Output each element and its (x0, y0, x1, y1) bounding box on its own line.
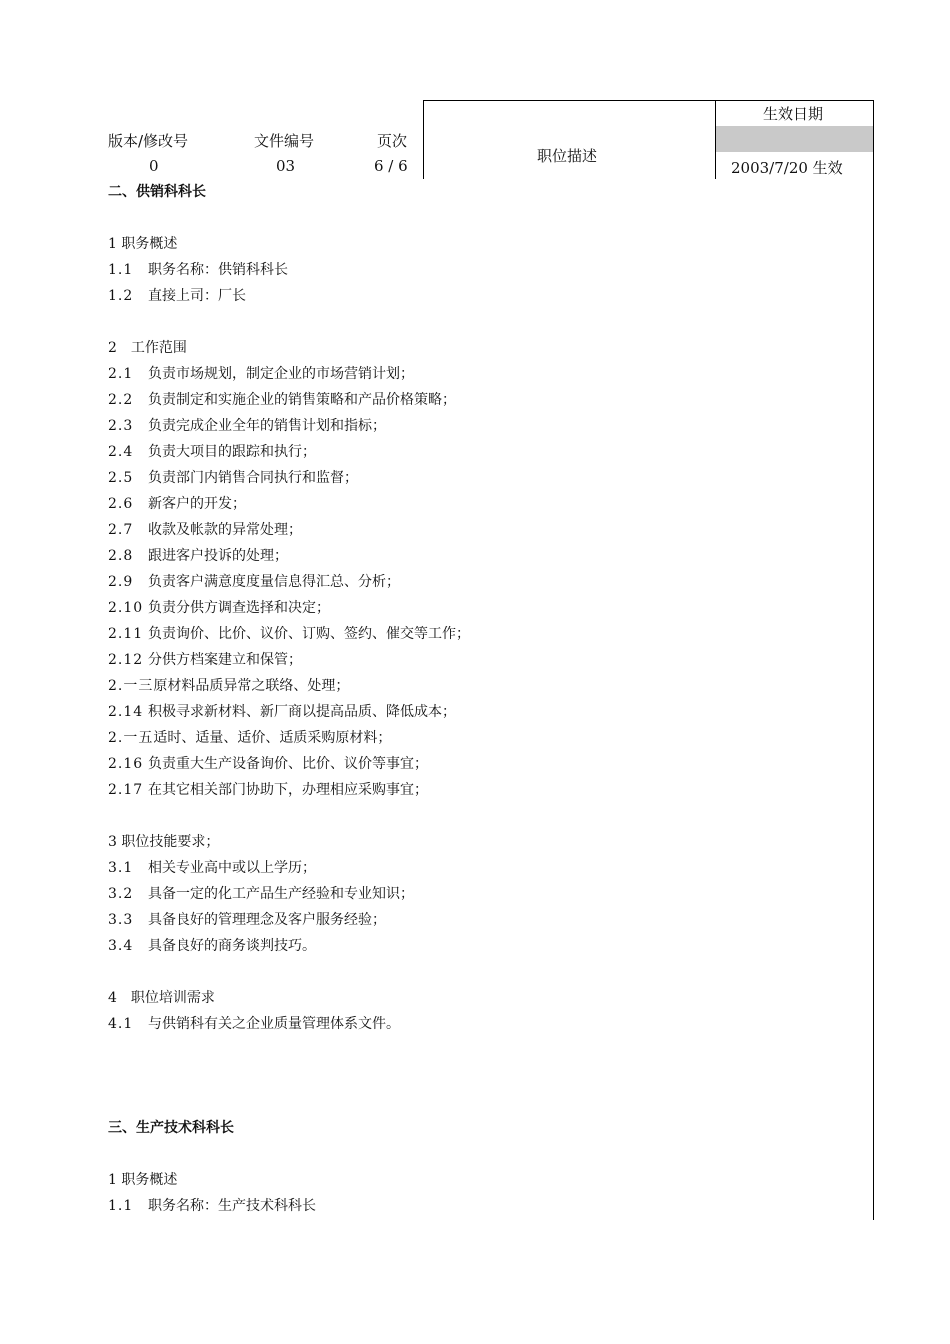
item-text: 负责制定和实施企业的销售策略和产品价格策略； (148, 392, 456, 408)
item-number: 2.6 (108, 496, 134, 512)
item-number: 3.3 (108, 912, 134, 928)
list-item (108, 881, 868, 907)
list-item (108, 621, 868, 647)
item-text: 与供销科有关之企业质量管理体系文件。 (148, 1016, 400, 1032)
item-text: 负责客户满意度度量信息得汇总、分析； (148, 574, 400, 590)
list-item (108, 387, 868, 413)
list-item (108, 595, 868, 621)
item-text: 相关专业高中或以上学历； (148, 860, 316, 876)
item-text: 负责市场规划，制定企业的市场营销计划； (148, 366, 414, 382)
item-text: 直接上司：厂长 (148, 288, 246, 304)
list-item (108, 933, 868, 959)
subsection-heading: 2 工作范围 (108, 340, 187, 356)
list-item (108, 855, 868, 881)
list-item (108, 439, 868, 465)
item-text: 负责部门内销售合同执行和监督； (148, 470, 358, 486)
list-item (108, 647, 868, 673)
item-number: 2.11 (108, 626, 144, 642)
item-number: 2.一三 (108, 678, 154, 694)
item-text: 职务名称：供销科科长 (148, 262, 288, 278)
item-number: 3.2 (108, 886, 134, 902)
page-right-border (873, 100, 874, 1220)
list-item (108, 699, 868, 725)
list-item (108, 907, 868, 933)
item-text: 收款及帐款的异常处理； (148, 522, 302, 538)
item-text: 负责重大生产设备询价、比价、议价等事宜； (148, 756, 428, 772)
docno-value: 03 (276, 157, 296, 175)
list-item (108, 465, 868, 491)
list-item (108, 491, 868, 517)
doc-title: 职位描述 (537, 147, 598, 165)
item-number: 2.2 (108, 392, 134, 408)
item-text: 负责询价、比价、议价、订购、签约、催交等工作； (148, 626, 470, 642)
item-text: 分供方档案建立和保管； (148, 652, 302, 668)
list-item (108, 283, 868, 309)
item-text: 适时、适量、适价、适质采购原材料； (153, 730, 392, 746)
subsection-heading: 1 职务概述 (108, 236, 178, 252)
item-text: 负责完成企业全年的销售计划和指标； (148, 418, 386, 434)
item-text: 原材料品质异常之联络、处理； (153, 678, 350, 694)
item-number: 2.17 (108, 782, 144, 798)
effective-date-shade (716, 126, 873, 152)
item-number: 1.1 (108, 262, 134, 278)
list-item (108, 725, 868, 751)
item-number: 2.8 (108, 548, 134, 564)
subsection-heading: 1 职务概述 (108, 1172, 178, 1188)
item-text: 负责分供方调查选择和决定； (148, 600, 330, 616)
list-item (108, 751, 868, 777)
item-text: 在其它相关部门协助下，办理相应采购事宜； (148, 782, 428, 798)
item-number: 2.16 (108, 756, 144, 772)
item-number: 3.1 (108, 860, 134, 876)
subsection-heading: 3 职位技能要求； (108, 834, 220, 850)
item-number: 2.10 (108, 600, 144, 616)
document-body (108, 179, 868, 1219)
version-value: 0 (149, 157, 159, 175)
section-title: 二、供销科科长 (108, 184, 206, 200)
page-label: 页次 (377, 132, 408, 150)
item-text: 具备良好的商务谈判技巧。 (148, 938, 316, 954)
item-text: 新客户的开发； (148, 496, 246, 512)
list-item (108, 1193, 868, 1219)
item-number: 2.14 (108, 704, 144, 720)
effective-date-value: 2003/7/20 生效 (731, 159, 843, 177)
list-item (108, 1011, 868, 1037)
item-text: 职务名称：生产技术科科长 (148, 1198, 316, 1214)
list-item (108, 673, 868, 699)
item-number: 1.1 (108, 1198, 134, 1214)
page-value: 6 / 6 (374, 157, 408, 175)
item-number: 2.4 (108, 444, 134, 460)
item-text: 跟进客户投诉的处理； (148, 548, 288, 564)
item-number: 2.7 (108, 522, 134, 538)
item-number: 2.1 (108, 366, 134, 382)
docno-label: 文件编号 (254, 132, 315, 150)
list-item (108, 361, 868, 387)
item-number: 3.4 (108, 938, 134, 954)
list-item (108, 569, 868, 595)
item-number: 2.一五 (108, 730, 154, 746)
item-text: 负责大项目的跟踪和执行； (148, 444, 316, 460)
item-text: 具备良好的管理理念及客户服务经验； (148, 912, 386, 928)
version-label: 版本/修改号 (108, 132, 189, 150)
item-text: 积极寻求新材料、新厂商以提高品质、降低成本； (148, 704, 456, 720)
list-item (108, 543, 868, 569)
section-title: 三、生产技术科科长 (108, 1120, 234, 1136)
list-item (108, 777, 868, 803)
item-number: 1.2 (108, 288, 134, 304)
list-item (108, 257, 868, 283)
effective-date-label: 生效日期 (763, 105, 824, 123)
item-number: 4.1 (108, 1016, 134, 1032)
item-number: 2.12 (108, 652, 144, 668)
item-number: 2.9 (108, 574, 134, 590)
item-text: 具备一定的化工产品生产经验和专业知识； (148, 886, 414, 902)
item-number: 2.5 (108, 470, 134, 486)
item-number: 2.3 (108, 418, 134, 434)
list-item (108, 517, 868, 543)
header-box-top-line (423, 100, 874, 101)
list-item (108, 413, 868, 439)
header-box-left-line (423, 100, 424, 179)
subsection-heading: 4 职位培训需求 (108, 990, 215, 1006)
